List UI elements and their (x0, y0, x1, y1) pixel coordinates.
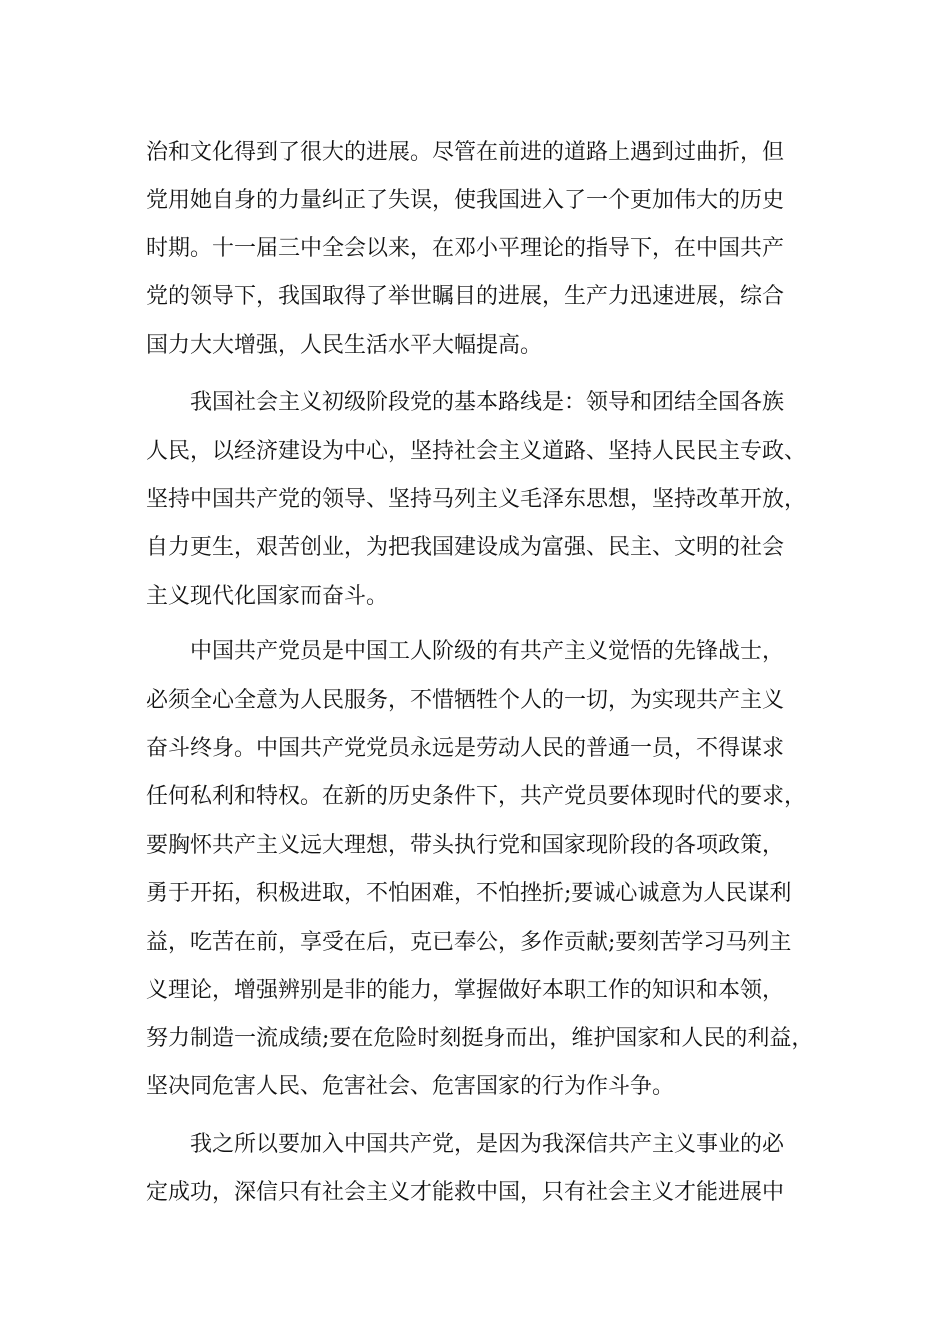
text-line: 努力制造一流成绩;要在危险时刻挺身而出，维护国家和人民的利益， (146, 1026, 814, 1051)
text-line: 奋斗终身。中国共产党党员永远是劳动人民的普通一员，不得谋求 (146, 736, 785, 761)
text-line: 党用她自身的力量纠正了失误，使我国进入了一个更加伟大的历史 (146, 188, 785, 213)
text-line: 义理论，增强辨别是非的能力，掌握做好本职工作的知识和本领， (146, 978, 785, 1003)
text-line: 益，吃苦在前，享受在后，克已奉公，多作贡献;要刻苦学习马列主 (146, 930, 792, 955)
text-line: 定成功，深信只有社会主义才能救中国，只有社会主义才能进展中 (146, 1180, 785, 1205)
text-line: 党的领导下，我国取得了举世瞩目的进展，生产力迅速进展，综合 (146, 284, 785, 309)
text-line: 治和文化得到了很大的进展。尽管在前进的道路上遇到过曲折，但 (146, 140, 785, 165)
text-line: 国力大大增强，人民生活水平大幅提高。 (146, 333, 543, 358)
text-line: 勇于开拓，积极进取，不怕困难，不怕挫折;要诚心诚意为人民谋利 (146, 881, 792, 906)
paragraph-first-line: 我之所以要加入中国共产党，是因为我深信共产主义事业的必 (190, 1132, 785, 1157)
text-line: 自力更生，艰苦创业，为把我国建设成为富强、民主、文明的社会 (146, 535, 785, 560)
text-line: 坚决同危害人民、危害社会、危害国家的行为作斗争。 (146, 1074, 675, 1099)
text-line: 人民，以经济建设为中心，坚持社会主义道路、坚持人民民主专政、 (146, 439, 807, 464)
text-line: 任何私利和特权。在新的历史条件下，共产党员要体现时代的要求， (146, 784, 807, 809)
text-line: 坚持中国共产党的领导、坚持马列主义毛泽东思想，坚持改革开放， (146, 487, 807, 512)
text-line: 必须全心全意为人民服务，不惜牺牲个人的一切，为实现共产主义 (146, 688, 785, 713)
paragraph-first-line: 中国共产党员是中国工人阶级的有共产主义觉悟的先锋战士， (190, 639, 785, 664)
text-line: 要胸怀共产主义远大理想，带头执行党和国家现阶段的各项政策， (146, 833, 785, 858)
text-line: 时期。十一届三中全会以来，在邓小平理论的指导下，在中国共产 (146, 236, 785, 261)
text-line: 主义现代化国家而奋斗。 (146, 584, 389, 609)
paragraph-first-line: 我国社会主义初级阶段党的基本路线是：领导和团结全国各族 (190, 390, 785, 415)
